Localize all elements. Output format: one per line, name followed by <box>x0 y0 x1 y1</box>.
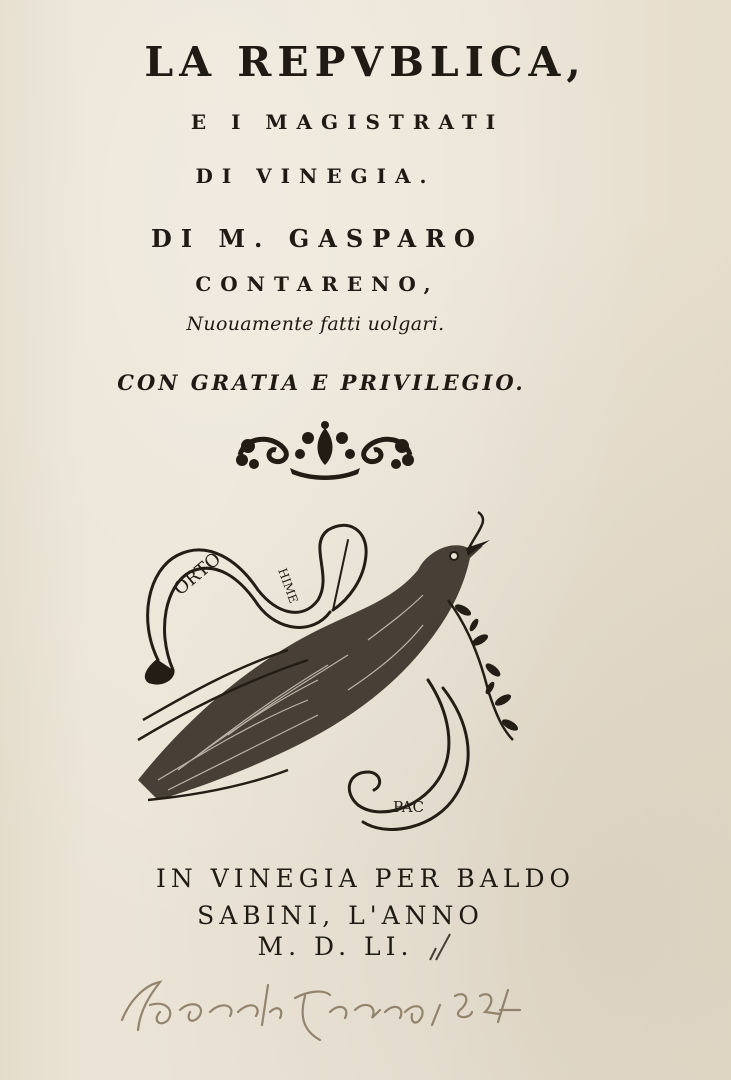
ornament-icon <box>230 420 420 482</box>
banner-text-upper-2: HIME <box>275 566 301 606</box>
author-line-2: CONTARENO, <box>195 272 440 296</box>
check-mark-icon <box>424 930 454 964</box>
book-title: LA REPVBLICA, <box>144 38 587 86</box>
subtitle-line-2: DI VINEGIA. <box>195 164 436 188</box>
imprint-line-1: IN VINEGIA PER BALDO <box>155 864 575 893</box>
banner-text-upper: ORTO <box>169 548 226 600</box>
author-line-1: DI M. GASPARO <box>151 224 484 253</box>
privilege-line: CON GRATIA E PRIVILEGIO. <box>117 370 526 395</box>
dove-device-icon <box>118 510 538 840</box>
translation-note: Nuouamente fatti uolgari. <box>186 313 445 335</box>
subtitle-line-1: E I MAGISTRATI <box>190 110 505 134</box>
banner-text-lower: PAC <box>393 798 425 816</box>
imprint-line-2: SABINI, L'ANNO <box>197 901 484 930</box>
imprint-line-3: M. D. LI. <box>257 932 414 961</box>
